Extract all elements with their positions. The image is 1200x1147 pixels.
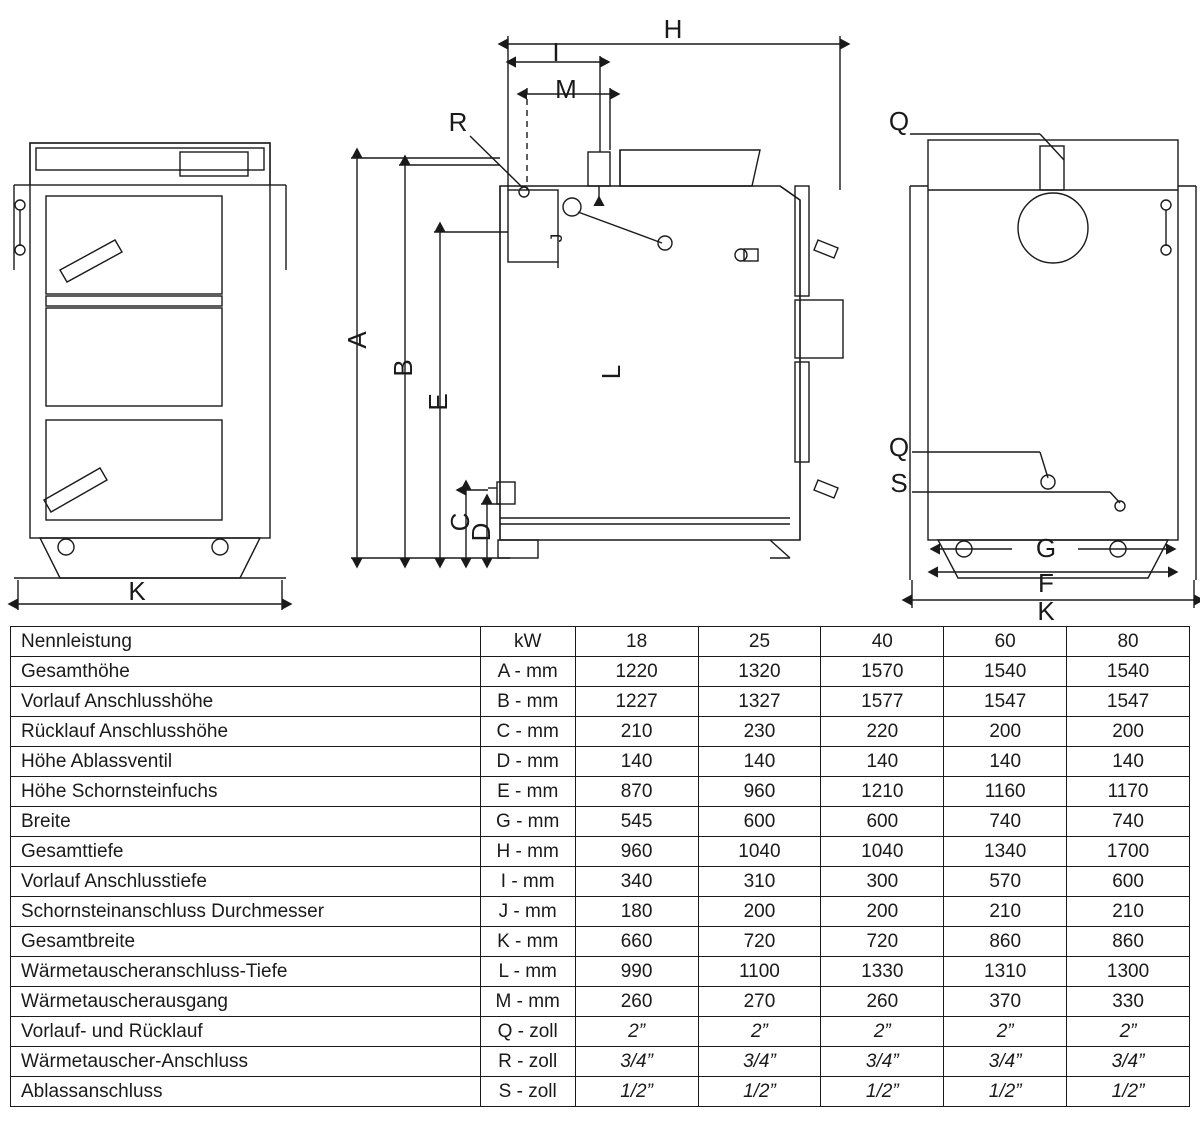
row-value: 1577 xyxy=(821,687,944,717)
row-value: 740 xyxy=(1067,807,1190,837)
row-value: 140 xyxy=(944,747,1067,777)
label-Q-top: Q xyxy=(888,106,910,136)
row-value: 2” xyxy=(575,1017,698,1047)
row-value: 2” xyxy=(944,1017,1067,1047)
row-value: 600 xyxy=(698,807,821,837)
row-value: 140 xyxy=(698,747,821,777)
row-code: E - mm xyxy=(480,777,575,807)
row-value: 720 xyxy=(821,927,944,957)
row-label: Höhe Ablassventil xyxy=(11,747,481,777)
header-col-2: 40 xyxy=(821,627,944,657)
label-B: B xyxy=(388,359,418,377)
row-value: 1160 xyxy=(944,777,1067,807)
row-value: 1570 xyxy=(821,657,944,687)
row-value: 860 xyxy=(944,927,1067,957)
label-R: R xyxy=(448,107,468,137)
row-value: 2” xyxy=(821,1017,944,1047)
row-value: 310 xyxy=(698,867,821,897)
table-row xyxy=(11,837,1190,867)
table-row xyxy=(11,1017,1190,1047)
row-label: Breite xyxy=(11,807,481,837)
row-label: Schornsteinanschluss Durchmesser xyxy=(11,897,481,927)
table-row xyxy=(11,747,1190,777)
row-value: 1040 xyxy=(821,837,944,867)
row-value: 740 xyxy=(944,807,1067,837)
row-code: I - mm xyxy=(480,867,575,897)
side-view xyxy=(351,36,843,558)
row-value: 330 xyxy=(1067,987,1190,1017)
row-value: 1227 xyxy=(575,687,698,717)
label-H: H xyxy=(663,14,683,44)
row-value: 570 xyxy=(944,867,1067,897)
row-value: 1340 xyxy=(944,837,1067,867)
row-label: Ablassanschluss xyxy=(11,1077,481,1107)
label-J: J xyxy=(547,233,566,243)
row-value: 1210 xyxy=(821,777,944,807)
table-row xyxy=(11,717,1190,747)
row-label: Wärmetauscheranschluss-Tiefe xyxy=(11,957,481,987)
row-value: 1040 xyxy=(698,837,821,867)
row-code: L - mm xyxy=(480,957,575,987)
row-value: 1100 xyxy=(698,957,821,987)
label-L: L xyxy=(596,364,626,380)
row-value: 860 xyxy=(1067,927,1190,957)
label-G: G xyxy=(1035,533,1057,563)
row-value: 3/4” xyxy=(698,1047,821,1077)
row-value: 140 xyxy=(821,747,944,777)
row-value: 1700 xyxy=(1067,837,1190,867)
row-value: 1170 xyxy=(1067,777,1190,807)
row-label: Wärmetauscherausgang xyxy=(11,987,481,1017)
table-header-row xyxy=(11,627,1190,657)
header-col-4: 80 xyxy=(1067,627,1190,657)
row-value: 600 xyxy=(821,807,944,837)
table-row xyxy=(11,1047,1190,1077)
header-col-0: 18 xyxy=(575,627,698,657)
label-D: D xyxy=(466,522,496,542)
row-value: 1540 xyxy=(944,657,1067,687)
row-value: 1547 xyxy=(944,687,1067,717)
row-value: 1320 xyxy=(698,657,821,687)
row-label: Vorlauf Anschlusstiefe xyxy=(11,867,481,897)
header-col-3: 60 xyxy=(944,627,1067,657)
row-label: Rücklauf Anschlusshöhe xyxy=(11,717,481,747)
table-row xyxy=(11,777,1190,807)
row-value: 210 xyxy=(944,897,1067,927)
row-value: 870 xyxy=(575,777,698,807)
row-value: 210 xyxy=(575,717,698,747)
row-code: J - mm xyxy=(480,897,575,927)
row-value: 1310 xyxy=(944,957,1067,987)
row-label: Gesamtbreite xyxy=(11,927,481,957)
row-code: R - zoll xyxy=(480,1047,575,1077)
label-K-rear: K xyxy=(1037,596,1055,620)
row-value: 200 xyxy=(944,717,1067,747)
row-value: 600 xyxy=(1067,867,1190,897)
label-A: A xyxy=(342,331,372,349)
label-Q-bottom: Q xyxy=(888,432,910,462)
table-row xyxy=(11,987,1190,1017)
front-view xyxy=(14,143,286,610)
row-value: 3/4” xyxy=(575,1047,698,1077)
row-value: 2” xyxy=(698,1017,821,1047)
row-value: 210 xyxy=(1067,897,1190,927)
label-S: S xyxy=(890,468,908,498)
row-value: 1220 xyxy=(575,657,698,687)
row-value: 960 xyxy=(698,777,821,807)
row-value: 1/2” xyxy=(1067,1077,1190,1107)
row-value: 720 xyxy=(698,927,821,957)
row-value: 180 xyxy=(575,897,698,927)
header-label: Nennleistung xyxy=(11,627,481,657)
table-row xyxy=(11,657,1190,687)
row-value: 300 xyxy=(821,867,944,897)
header-col-1: 25 xyxy=(698,627,821,657)
label-I: I xyxy=(552,37,560,67)
label-F: F xyxy=(1038,568,1054,598)
row-value: 340 xyxy=(575,867,698,897)
row-value: 990 xyxy=(575,957,698,987)
row-value: 1540 xyxy=(1067,657,1190,687)
row-value: 3/4” xyxy=(944,1047,1067,1077)
row-value: 370 xyxy=(944,987,1067,1017)
row-value: 1/2” xyxy=(821,1077,944,1107)
row-label: Wärmetauscher-Anschluss xyxy=(11,1047,481,1077)
table-row xyxy=(11,687,1190,717)
table-row xyxy=(11,1077,1190,1107)
row-code: H - mm xyxy=(480,837,575,867)
row-code: A - mm xyxy=(480,657,575,687)
row-value: 270 xyxy=(698,987,821,1017)
row-label: Vorlauf Anschlusshöhe xyxy=(11,687,481,717)
row-label: Gesamthöhe xyxy=(11,657,481,687)
row-value: 3/4” xyxy=(1067,1047,1190,1077)
row-value: 660 xyxy=(575,927,698,957)
label-M: M xyxy=(555,74,577,104)
row-value: 200 xyxy=(698,897,821,927)
row-code: D - mm xyxy=(480,747,575,777)
table-row xyxy=(11,957,1190,987)
row-code: S - zoll xyxy=(480,1077,575,1107)
row-value: 3/4” xyxy=(821,1047,944,1077)
row-value: 1300 xyxy=(1067,957,1190,987)
row-value: 2” xyxy=(1067,1017,1190,1047)
row-value: 1327 xyxy=(698,687,821,717)
row-value: 260 xyxy=(575,987,698,1017)
row-code: Q - zoll xyxy=(480,1017,575,1047)
row-label: Vorlauf- und Rücklauf xyxy=(11,1017,481,1047)
row-label: Höhe Schornsteinfuchs xyxy=(11,777,481,807)
label-K-front: K xyxy=(128,576,146,606)
row-value: 1330 xyxy=(821,957,944,987)
row-value: 1/2” xyxy=(698,1077,821,1107)
table-row xyxy=(11,927,1190,957)
row-label: Gesamttiefe xyxy=(11,837,481,867)
row-value: 200 xyxy=(821,897,944,927)
row-code: C - mm xyxy=(480,717,575,747)
row-code: G - mm xyxy=(480,807,575,837)
row-code: K - mm xyxy=(480,927,575,957)
label-C: C xyxy=(445,512,475,532)
row-code: B - mm xyxy=(480,687,575,717)
row-value: 140 xyxy=(1067,747,1190,777)
row-value: 230 xyxy=(698,717,821,747)
table-row xyxy=(11,807,1190,837)
row-value: 220 xyxy=(821,717,944,747)
table-row xyxy=(11,867,1190,897)
table-row xyxy=(11,897,1190,927)
row-value: 1/2” xyxy=(575,1077,698,1107)
header-unit: kW xyxy=(480,627,575,657)
row-value: 1/2” xyxy=(944,1077,1067,1107)
row-value: 960 xyxy=(575,837,698,867)
row-code: M - mm xyxy=(480,987,575,1017)
row-value: 140 xyxy=(575,747,698,777)
row-value: 1547 xyxy=(1067,687,1190,717)
row-value: 260 xyxy=(821,987,944,1017)
row-value: 200 xyxy=(1067,717,1190,747)
spec-table xyxy=(10,626,1190,1107)
row-value: 545 xyxy=(575,807,698,837)
label-E: E xyxy=(423,393,453,411)
